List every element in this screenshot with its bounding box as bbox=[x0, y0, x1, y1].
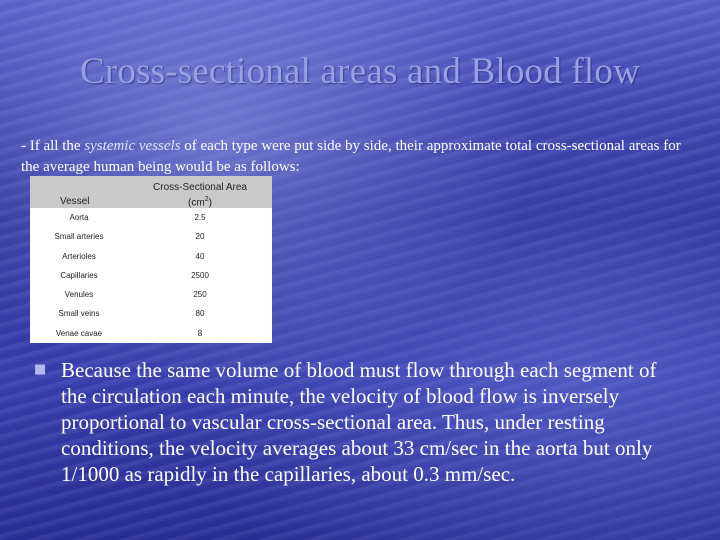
vessel-area: 250 bbox=[193, 290, 207, 300]
vessel-area: 2.5 bbox=[194, 213, 206, 222]
table-row bbox=[30, 285, 272, 304]
table-row bbox=[30, 227, 272, 246]
table-row bbox=[30, 324, 272, 343]
vessel-area-table bbox=[30, 176, 272, 343]
bullet-text: Because the same volume of blood must flow through each segment of the circulation each minute, the velocity of blood flow is inversely proportional to vascular cross-sectional area. Thus, under resting conditions, the velocity averages about 33 cm/sec in the aorta but only 1/1000 as rapidly in the capillaries, about 0.3 mm/sec. bbox=[61, 358, 657, 486]
vessel-area: 20 bbox=[195, 232, 205, 242]
vessel-area: 8 bbox=[197, 328, 203, 338]
table-row bbox=[30, 247, 272, 266]
vessel-name: Aorta bbox=[69, 213, 89, 222]
vessel-name: Venules bbox=[64, 290, 94, 300]
intro-suffix: of each type were put side by side, their approximate total cross-sectional areas for the average human being would be as follows: bbox=[21, 138, 681, 175]
table-row bbox=[30, 304, 272, 323]
header-area bbox=[145, 182, 255, 209]
intro-paragraph bbox=[21, 136, 701, 178]
table-row bbox=[30, 266, 272, 285]
header-vessel: Vessel bbox=[60, 196, 90, 207]
vessel-name: Arterioles bbox=[62, 251, 96, 261]
vessel-name: Small arteries bbox=[54, 232, 104, 242]
header-area-unit-close: ) bbox=[208, 197, 212, 209]
vessel-area: 80 bbox=[195, 309, 205, 319]
table-row bbox=[30, 208, 272, 227]
vessel-name: Small veins bbox=[58, 309, 100, 319]
intro-prefix: - If all the bbox=[21, 138, 85, 154]
slide-title: Cross-sectional areas and Blood flow bbox=[79, 51, 640, 92]
square-bullet-icon: ■ bbox=[34, 362, 47, 377]
vessel-name: Capillaries bbox=[60, 270, 98, 280]
intro-emphasis: systemic vessels bbox=[84, 138, 181, 154]
vessel-area: 2500 bbox=[191, 270, 209, 280]
header-area-unit: (cm bbox=[188, 197, 205, 209]
table-header bbox=[30, 176, 272, 208]
vessel-area: 40 bbox=[195, 251, 205, 261]
header-area-unit-sup: 2 bbox=[204, 196, 209, 203]
header-area-label: Cross-Sectional Area bbox=[153, 182, 247, 193]
vessel-name: Venae cavae bbox=[55, 328, 103, 338]
